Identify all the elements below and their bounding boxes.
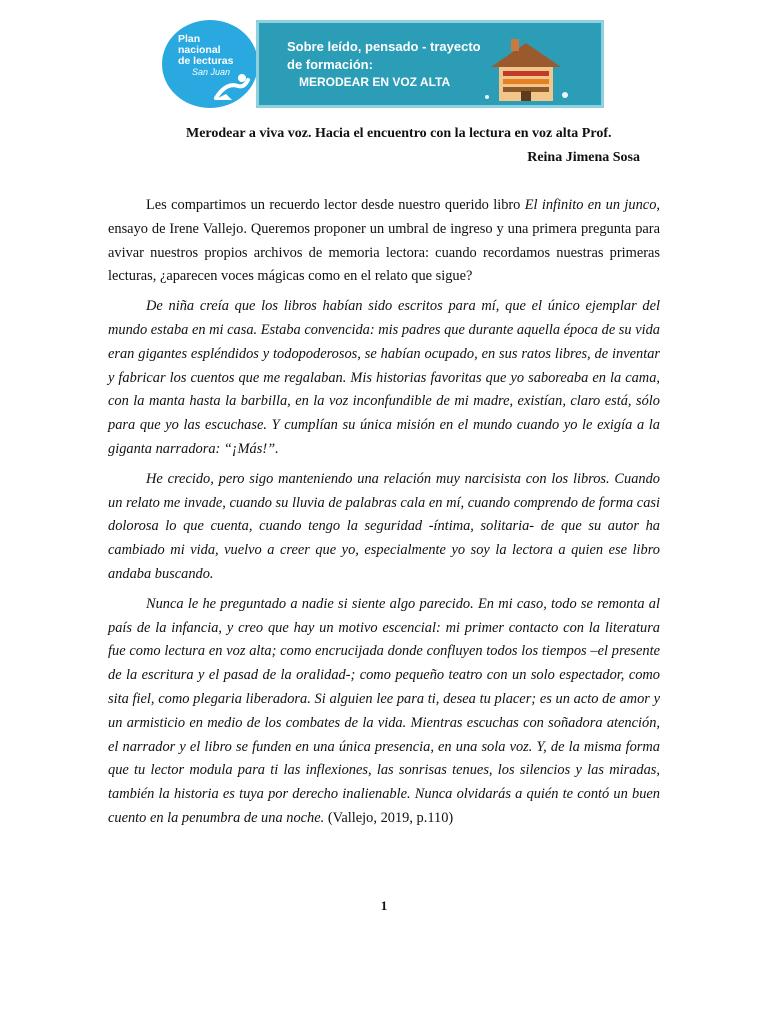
intro-text-a: Les compartimos un recuerdo lector desde nuestro querido libro	[146, 197, 525, 213]
document-title	[108, 122, 660, 170]
intro-paragraph	[108, 194, 660, 289]
citation: (Vallejo, 2019, p.110)	[324, 809, 454, 826]
quote-text: Nunca le he preguntado a nadie si siente algo parecido. En mi caso, todo se remonta al país de la infancia, y creo que hay un motivo escencial: mi primer contacto con la literatura fue como lectura en voz alta; como encrucijada donde confluyen todos los tiempos –el presente de la escritura y el pasad de la oralidad-; como pequeño teatro con un solo espectador, como sita fiel, como plegaria liberadora. Si alguien lee para ti, desea tu placer; es un acto de amor y un armisticio en medio de los combates de la vida. Mientras escuchas con soñadora atención, el narrador y el libro se funden en una única presencia, en una sola voz. Y, de la misma forma que tu lector modula para ti las inflexiones, las sonrisas tenues, los silencios y las miradas, también la historia es tuya por derecho inalienable. Nunca olvidarás a quién te contó un buen cuento en la penumbra de una noche.	[108, 595, 660, 826]
page-number: 1	[380, 898, 388, 913]
logo-line-3: de lecturas	[178, 55, 234, 67]
book-house-illustration-icon	[481, 37, 571, 105]
training-banner	[256, 20, 604, 108]
banner-line-3: MERODEAR EN VOZ ALTA	[299, 75, 451, 89]
banner-line-1: Sobre leído, pensado - trayecto	[287, 39, 481, 54]
logo-line-1: Plan	[178, 33, 201, 45]
quote-paragraph-3	[108, 593, 660, 831]
intro-text-b: ensayo de Irene Vallejo. Queremos proponer un umbral de ingreso y una primera pregunta para avivar nuestros propios archivos de memoria lectora: cuando recordamos nuestras primeras lecturas, ¿aparecen voces mágicas como en el relato que sigue?	[108, 220, 660, 285]
title-line-1: Merodear a viva voz. Hacia el encuentro con la lectura en voz alta Prof.	[186, 126, 612, 141]
quote-paragraph-2: He crecido, pero sigo manteniendo una relación muy narcisista con los libros. Cuando un relato me invade, cuando su lluvia de palabras cala en mí, cuando comprendo de forma casi dolorosa lo que cuenta, cuando tengo la seguridad -íntima, solitaria- de que su autor ha cambiado mi vida, vuelvo a creer que yo, especialmente yo soy la lectora a quien ese libro andaba buscando.	[108, 470, 660, 582]
title-line-2-author: Reina Jimena Sosa	[527, 150, 640, 165]
reader-figure-icon	[212, 72, 252, 102]
plan-nacional-logo	[162, 20, 258, 108]
quote-paragraph-1: De niña creía que los libros habían sido escritos para mí, que el único ejemplar del mundo estaba en mi casa. Estaba convencida: mis padres que durante aquella época de su vida eran gigantes espléndidos y todopoderosos, se habían ocupado, en sus ratos libres, de inventar y fabricar los cuentos que me regalaban. Mis historias favoritas que yo saboreaba en la cama, con la manta hasta la barbilla, en la voz inconfundible de mi madre, existían, claro está, sólo para que yo las escuchase. Y cumplían su única misión en el mundo cuando yo le exigía a la giganta narradora: “¡Más!”.	[108, 298, 660, 457]
banner-line-2: de formación:	[287, 57, 373, 72]
logo-line-2: nacional	[178, 44, 221, 56]
book-title: El infinito en un junco,	[524, 197, 660, 213]
logo-line-4: San Juan	[192, 67, 231, 77]
document-body	[108, 194, 660, 837]
